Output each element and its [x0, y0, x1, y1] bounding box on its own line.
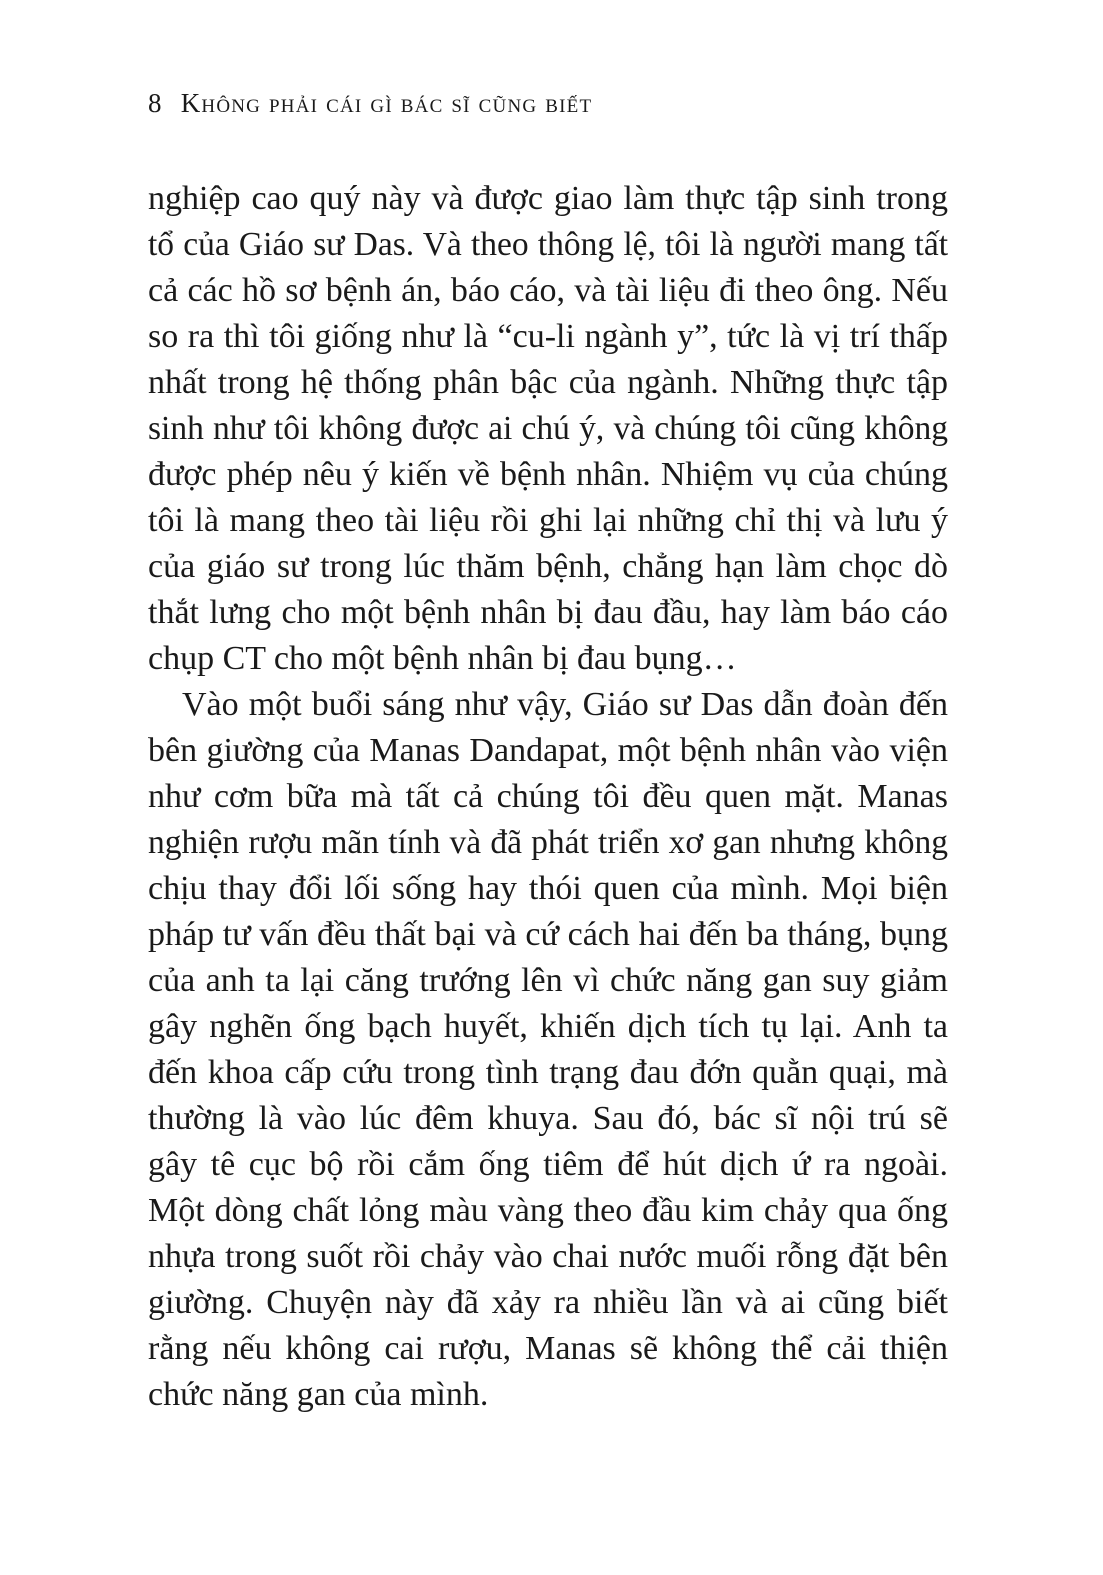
text-line: Vào một buổi sáng như vậy, Giáo sư Das dẫn đoàn đến	[182, 686, 948, 723]
text-line: đến khoa cấp cứu trong tình trạng đau đớn quằn quại, mà	[148, 1054, 948, 1091]
text-line: Một dòng chất lỏng màu vàng theo đầu kim chảy qua ống	[148, 1192, 948, 1229]
text-line: nghiệp cao quý này và được giao làm thực tập sinh trong	[148, 180, 948, 217]
text-line: gây tê cục bộ rồi cắm ống tiêm để hút dịch ứ ra ngoài.	[148, 1146, 948, 1183]
text-line: rằng nếu không cai rượu, Manas sẽ không thể cải thiện	[148, 1330, 948, 1367]
book-title: Không phải cái gì bác sĩ cũng biết	[180, 88, 593, 118]
text-line: gây nghẽn ống bạch huyết, khiến dịch tích tụ lại. Anh ta	[148, 1008, 948, 1045]
body-text	[148, 176, 948, 1418]
text-line: nhất trong hệ thống phân bậc của ngành. Những thực tập	[148, 364, 948, 401]
text-line: sinh như tôi không được ai chú ý, và chúng tôi cũng không	[148, 410, 948, 447]
text-line: nhựa trong suốt rồi chảy vào chai nước muối rỗng đặt bên	[148, 1238, 948, 1275]
text-line: của giáo sư trong lúc thăm bệnh, chẳng hạn làm chọc dò	[148, 548, 948, 585]
text-line: chức năng gan của mình.	[148, 1376, 489, 1413]
paragraph-2	[148, 682, 948, 1418]
text-line: nghiện rượu mãn tính và đã phát triển xơ gan nhưng không	[148, 824, 948, 861]
text-line: so ra thì tôi giống như là “cu-li ngành y”, tức là vị trí thấp	[148, 318, 948, 355]
paragraph-1	[148, 176, 948, 682]
page-number: 8	[148, 88, 163, 118]
text-line: bên giường của Manas Dandapat, một bệnh nhân vào viện	[148, 732, 948, 769]
text-line: tổ của Giáo sư Das. Và theo thông lệ, tôi là người mang tất	[148, 226, 948, 263]
text-line: thắt lưng cho một bệnh nhân bị đau đầu, hay làm báo cáo	[148, 594, 948, 631]
text-line: pháp tư vấn đều thất bại và cứ cách hai đến ba tháng, bụng	[148, 916, 948, 953]
running-header	[148, 88, 592, 119]
text-line: như cơm bữa mà tất cả chúng tôi đều quen mặt. Manas	[148, 778, 948, 815]
text-line: giường. Chuyện này đã xảy ra nhiều lần và ai cũng biết	[148, 1284, 948, 1321]
text-line: thường là vào lúc đêm khuya. Sau đó, bác sĩ nội trú sẽ	[148, 1100, 948, 1137]
text-line: cả các hồ sơ bệnh án, báo cáo, và tài liệu đi theo ông. Nếu	[148, 272, 948, 309]
text-line: chụp CT cho một bệnh nhân bị đau bụng…	[148, 640, 737, 677]
text-line: được phép nêu ý kiến về bệnh nhân. Nhiệm vụ của chúng	[148, 456, 948, 493]
text-line: của anh ta lại căng trướng lên vì chức năng gan suy giảm	[148, 962, 948, 999]
text-line: tôi là mang theo tài liệu rồi ghi lại những chỉ thị và lưu ý	[148, 502, 948, 539]
text-line: chịu thay đổi lối sống hay thói quen của mình. Mọi biện	[148, 870, 948, 907]
